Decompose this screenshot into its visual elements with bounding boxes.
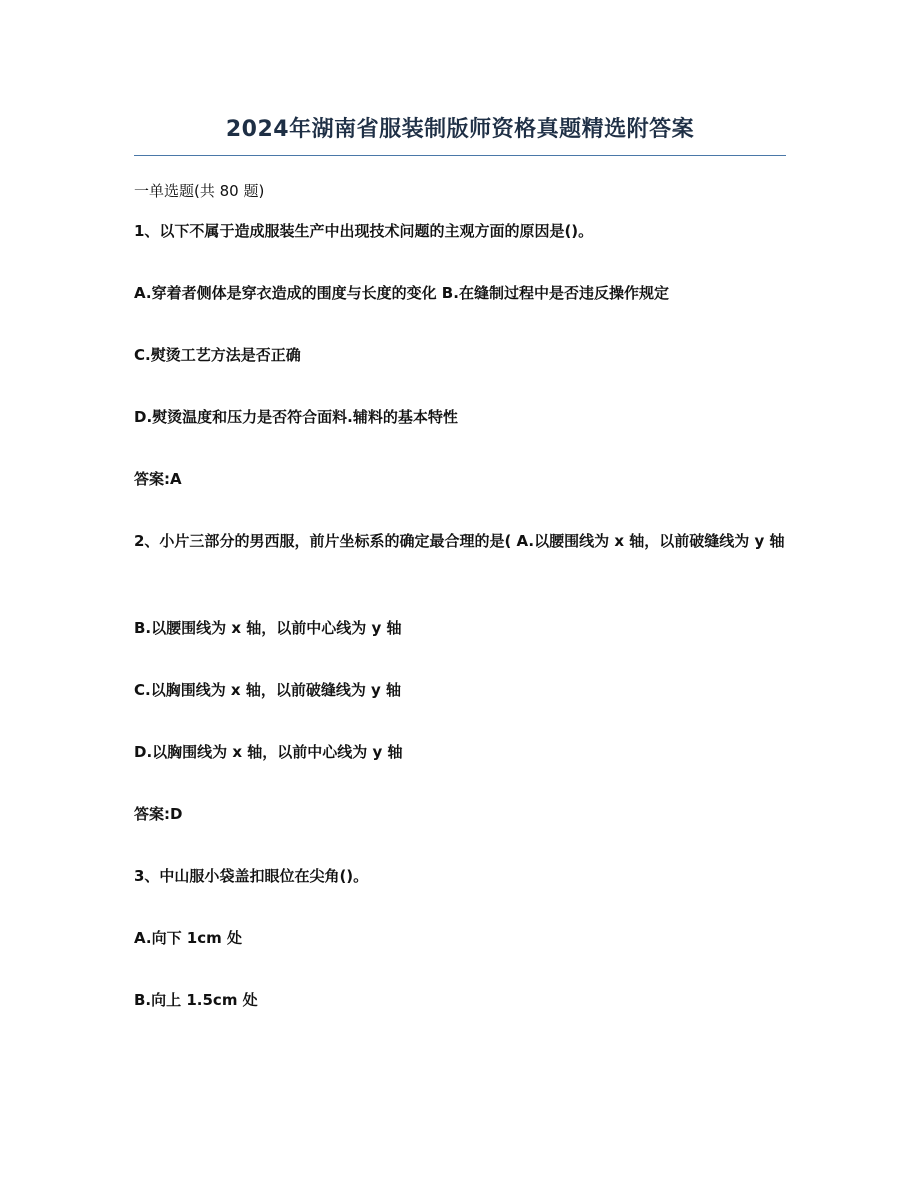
question-1-option-ab: A.穿着者侧体是穿衣造成的围度与长度的变化 B.在缝制过程中是否违反操作规定 [134, 284, 669, 302]
question-1-stem: 1、以下不属于造成服装生产中出现技术问题的主观方面的原因是()。 [134, 222, 594, 240]
question-2-answer: 答案:D [134, 805, 183, 823]
question-1-option-c: C.熨烫工艺方法是否正确 [134, 346, 301, 364]
question-1-answer: 答案:A [134, 470, 182, 488]
section-header: 一单选题(共 80 题) [134, 182, 265, 200]
question-2-option-c: C.以胸围线为 x 轴，以前破缝线为 y 轴 [134, 681, 402, 699]
question-2-option-b: B.以腰围线为 x 轴，以前中心线为 y 轴 [134, 619, 402, 637]
title-underline [134, 155, 786, 156]
document-title: 2024年湖南省服装制版师资格真题精选附答案 [225, 117, 695, 142]
question-1-option-d: D.熨烫温度和压力是否符合面料.辅料的基本特性 [134, 408, 458, 426]
question-2-option-d: D.以胸围线为 x 轴，以前中心线为 y 轴 [134, 743, 403, 761]
question-3-stem: 3、中山服小袋盖扣眼位在尖角()。 [134, 867, 369, 885]
question-3-option-a: A.向下 1cm 处 [134, 929, 242, 947]
question-3-option-b: B.向上 1.5cm 处 [134, 991, 258, 1009]
question-2-stem: 2、小片三部分的男西服，前片坐标系的确定最合理的是( A.以腰围线为 x 轴，以前破缝线为 y 轴 [134, 532, 785, 550]
